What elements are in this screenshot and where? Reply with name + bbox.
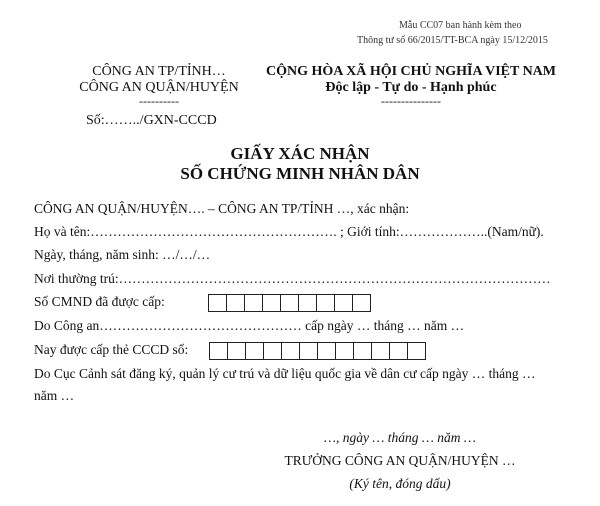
cccd-number-boxes bbox=[209, 342, 425, 360]
intro-line: CÔNG AN QUẬN/HUYỆN…. – CÔNG AN TP/TỈNH …, xác nhận: bbox=[34, 201, 410, 216]
cmnd-digit-box bbox=[208, 294, 227, 312]
signature-position: TRƯỞNG CÔNG AN QUẬN/HUYỆN … bbox=[284, 453, 516, 468]
cccd-digit-box bbox=[227, 342, 246, 360]
department-line-1: Do Cục Cảnh sát đăng ký, quản lý cư trú và dữ liệu quốc gia về dân cư cấp ngày … tháng … bbox=[34, 366, 536, 381]
cccd-label: Nay được cấp thẻ CCCD số: bbox=[34, 342, 189, 357]
cmnd-digit-box bbox=[226, 294, 245, 312]
date-of-birth-line: Ngày, tháng, năm sinh: …/…/… bbox=[34, 247, 211, 262]
cmnd-digit-box bbox=[262, 294, 281, 312]
national-title: CỘNG HÒA XÃ HỘI CHỦ NGHĨA VIỆT NAM bbox=[265, 64, 556, 79]
cccd-digit-box bbox=[281, 342, 300, 360]
cmnd-label: Số CMND đã được cấp: bbox=[34, 294, 165, 309]
motto-divider: --------------- bbox=[381, 94, 441, 108]
cmnd-digit-box bbox=[298, 294, 317, 312]
cccd-digit-box bbox=[317, 342, 336, 360]
circular-reference-note: Thông tư số 66/2015/TT-BCA ngày 15/12/2015 bbox=[357, 35, 548, 46]
document-title: GIẤY XÁC NHẬN bbox=[230, 144, 370, 163]
issued-by-line: Do Công an……………………………………… cấp ngày … tháng … năm … bbox=[34, 318, 465, 333]
authority-province: CÔNG AN TP/TỈNH… bbox=[92, 64, 226, 79]
cmnd-digit-box bbox=[316, 294, 335, 312]
authority-district: CÔNG AN QUẬN/HUYỆN bbox=[79, 80, 239, 95]
cmnd-digit-box bbox=[280, 294, 299, 312]
document-number: Số:……../GXN-CCCD bbox=[86, 113, 217, 128]
signature-note: (Ký tên, đóng dấu) bbox=[349, 476, 451, 491]
signature-date: …, ngày … tháng … năm … bbox=[324, 430, 476, 445]
residence-line: Nơi thường trú:…………………………………………………………………………………… bbox=[34, 271, 551, 286]
cccd-digit-box bbox=[263, 342, 282, 360]
cmnd-number-boxes bbox=[208, 294, 370, 312]
authority-divider: ---------- bbox=[139, 94, 179, 108]
document-subtitle: SỐ CHỨNG MINH NHÂN DÂN bbox=[180, 164, 420, 183]
cccd-digit-box bbox=[389, 342, 408, 360]
national-motto: Độc lập - Tự do - Hạnh phúc bbox=[325, 80, 497, 95]
cccd-digit-box bbox=[209, 342, 228, 360]
department-line-2: năm … bbox=[34, 388, 75, 403]
cmnd-digit-box bbox=[334, 294, 353, 312]
form-code-note: Mẫu CC07 ban hành kèm theo bbox=[399, 20, 522, 31]
cccd-digit-box bbox=[407, 342, 426, 360]
cccd-digit-box bbox=[245, 342, 264, 360]
cccd-digit-box bbox=[335, 342, 354, 360]
cccd-digit-box bbox=[299, 342, 318, 360]
name-gender-line: Họ và tên:………………………………………………. ; Giới tính:………………..(Nam/nữ). bbox=[34, 224, 544, 239]
cccd-digit-box bbox=[371, 342, 390, 360]
cmnd-digit-box bbox=[244, 294, 263, 312]
cccd-digit-box bbox=[353, 342, 372, 360]
cmnd-digit-box bbox=[352, 294, 371, 312]
